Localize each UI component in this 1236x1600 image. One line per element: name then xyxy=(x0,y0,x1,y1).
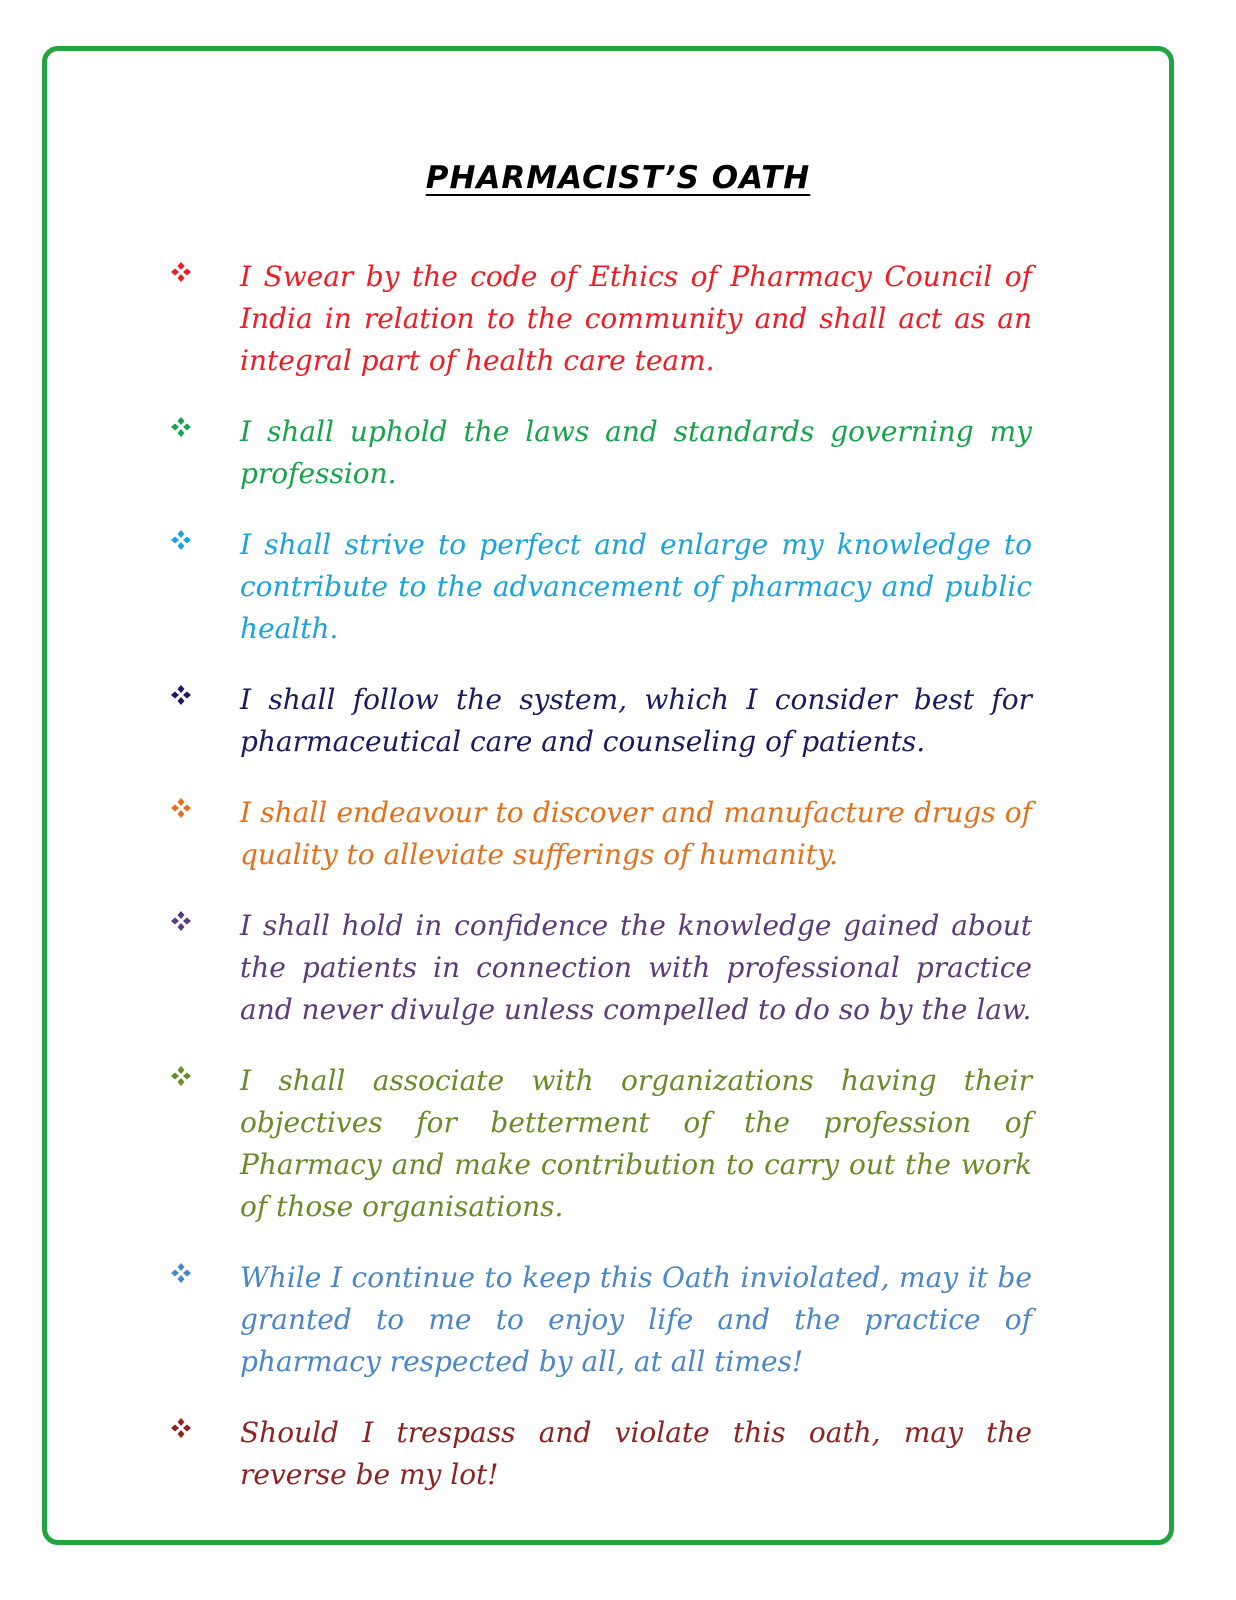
oath-list xyxy=(170,256,1032,1525)
page-title: PHARMACIST’S OATH xyxy=(425,160,811,196)
oath-item xyxy=(170,411,1032,495)
oath-text: I shall associate with organizations having their objectives for betterment of the profession of Pharmacy and make contribution to carry out the work of those organisations. xyxy=(240,1064,1032,1223)
oath-text: I shall hold in confidence the knowledge gained about the patients in connection with professional practice and never divulge unless compelled to do so by the law. xyxy=(240,909,1032,1026)
oath-text: While I continue to keep this Oath inviolated, may it be granted to me to enjoy life and the practice of pharmacy respected by all, at all times! xyxy=(240,1261,1032,1378)
oath-item xyxy=(170,1060,1032,1228)
oath-item xyxy=(170,905,1032,1031)
oath-text: I Swear by the code of Ethics of Pharmacy Council of India in relation to the community and shall act as an integral part of health care team. xyxy=(240,260,1032,377)
oath-item xyxy=(170,1412,1032,1496)
diamond-bullet-icon xyxy=(170,524,240,551)
oath-text: I shall follow the system, which I consider best for pharmaceutical care and counseling of patients. xyxy=(240,683,1032,758)
diamond-bullet-icon xyxy=(170,792,240,819)
oath-item xyxy=(170,792,1032,876)
oath-text: I shall endeavour to discover and manufacture drugs of quality to alleviate sufferings of humanity. xyxy=(240,796,1032,871)
oath-item xyxy=(170,1257,1032,1383)
oath-text: I shall strive to perfect and enlarge my knowledge to contribute to the advancement of pharmacy and public health. xyxy=(240,528,1032,645)
oath-item xyxy=(170,524,1032,650)
oath-text: Should I trespass and violate this oath, may the reverse be my lot! xyxy=(240,1416,1032,1491)
diamond-bullet-icon xyxy=(170,1412,240,1439)
diamond-bullet-icon xyxy=(170,256,240,283)
page-title-wrapper xyxy=(0,160,1236,196)
diamond-bullet-icon xyxy=(170,905,240,932)
oath-item xyxy=(170,679,1032,763)
diamond-bullet-icon xyxy=(170,411,240,438)
oath-text: I shall uphold the laws and standards governing my profession. xyxy=(240,415,1032,490)
oath-item xyxy=(170,256,1032,382)
diamond-bullet-icon xyxy=(170,1060,240,1087)
diamond-bullet-icon xyxy=(170,679,240,706)
diamond-bullet-icon xyxy=(170,1257,240,1284)
